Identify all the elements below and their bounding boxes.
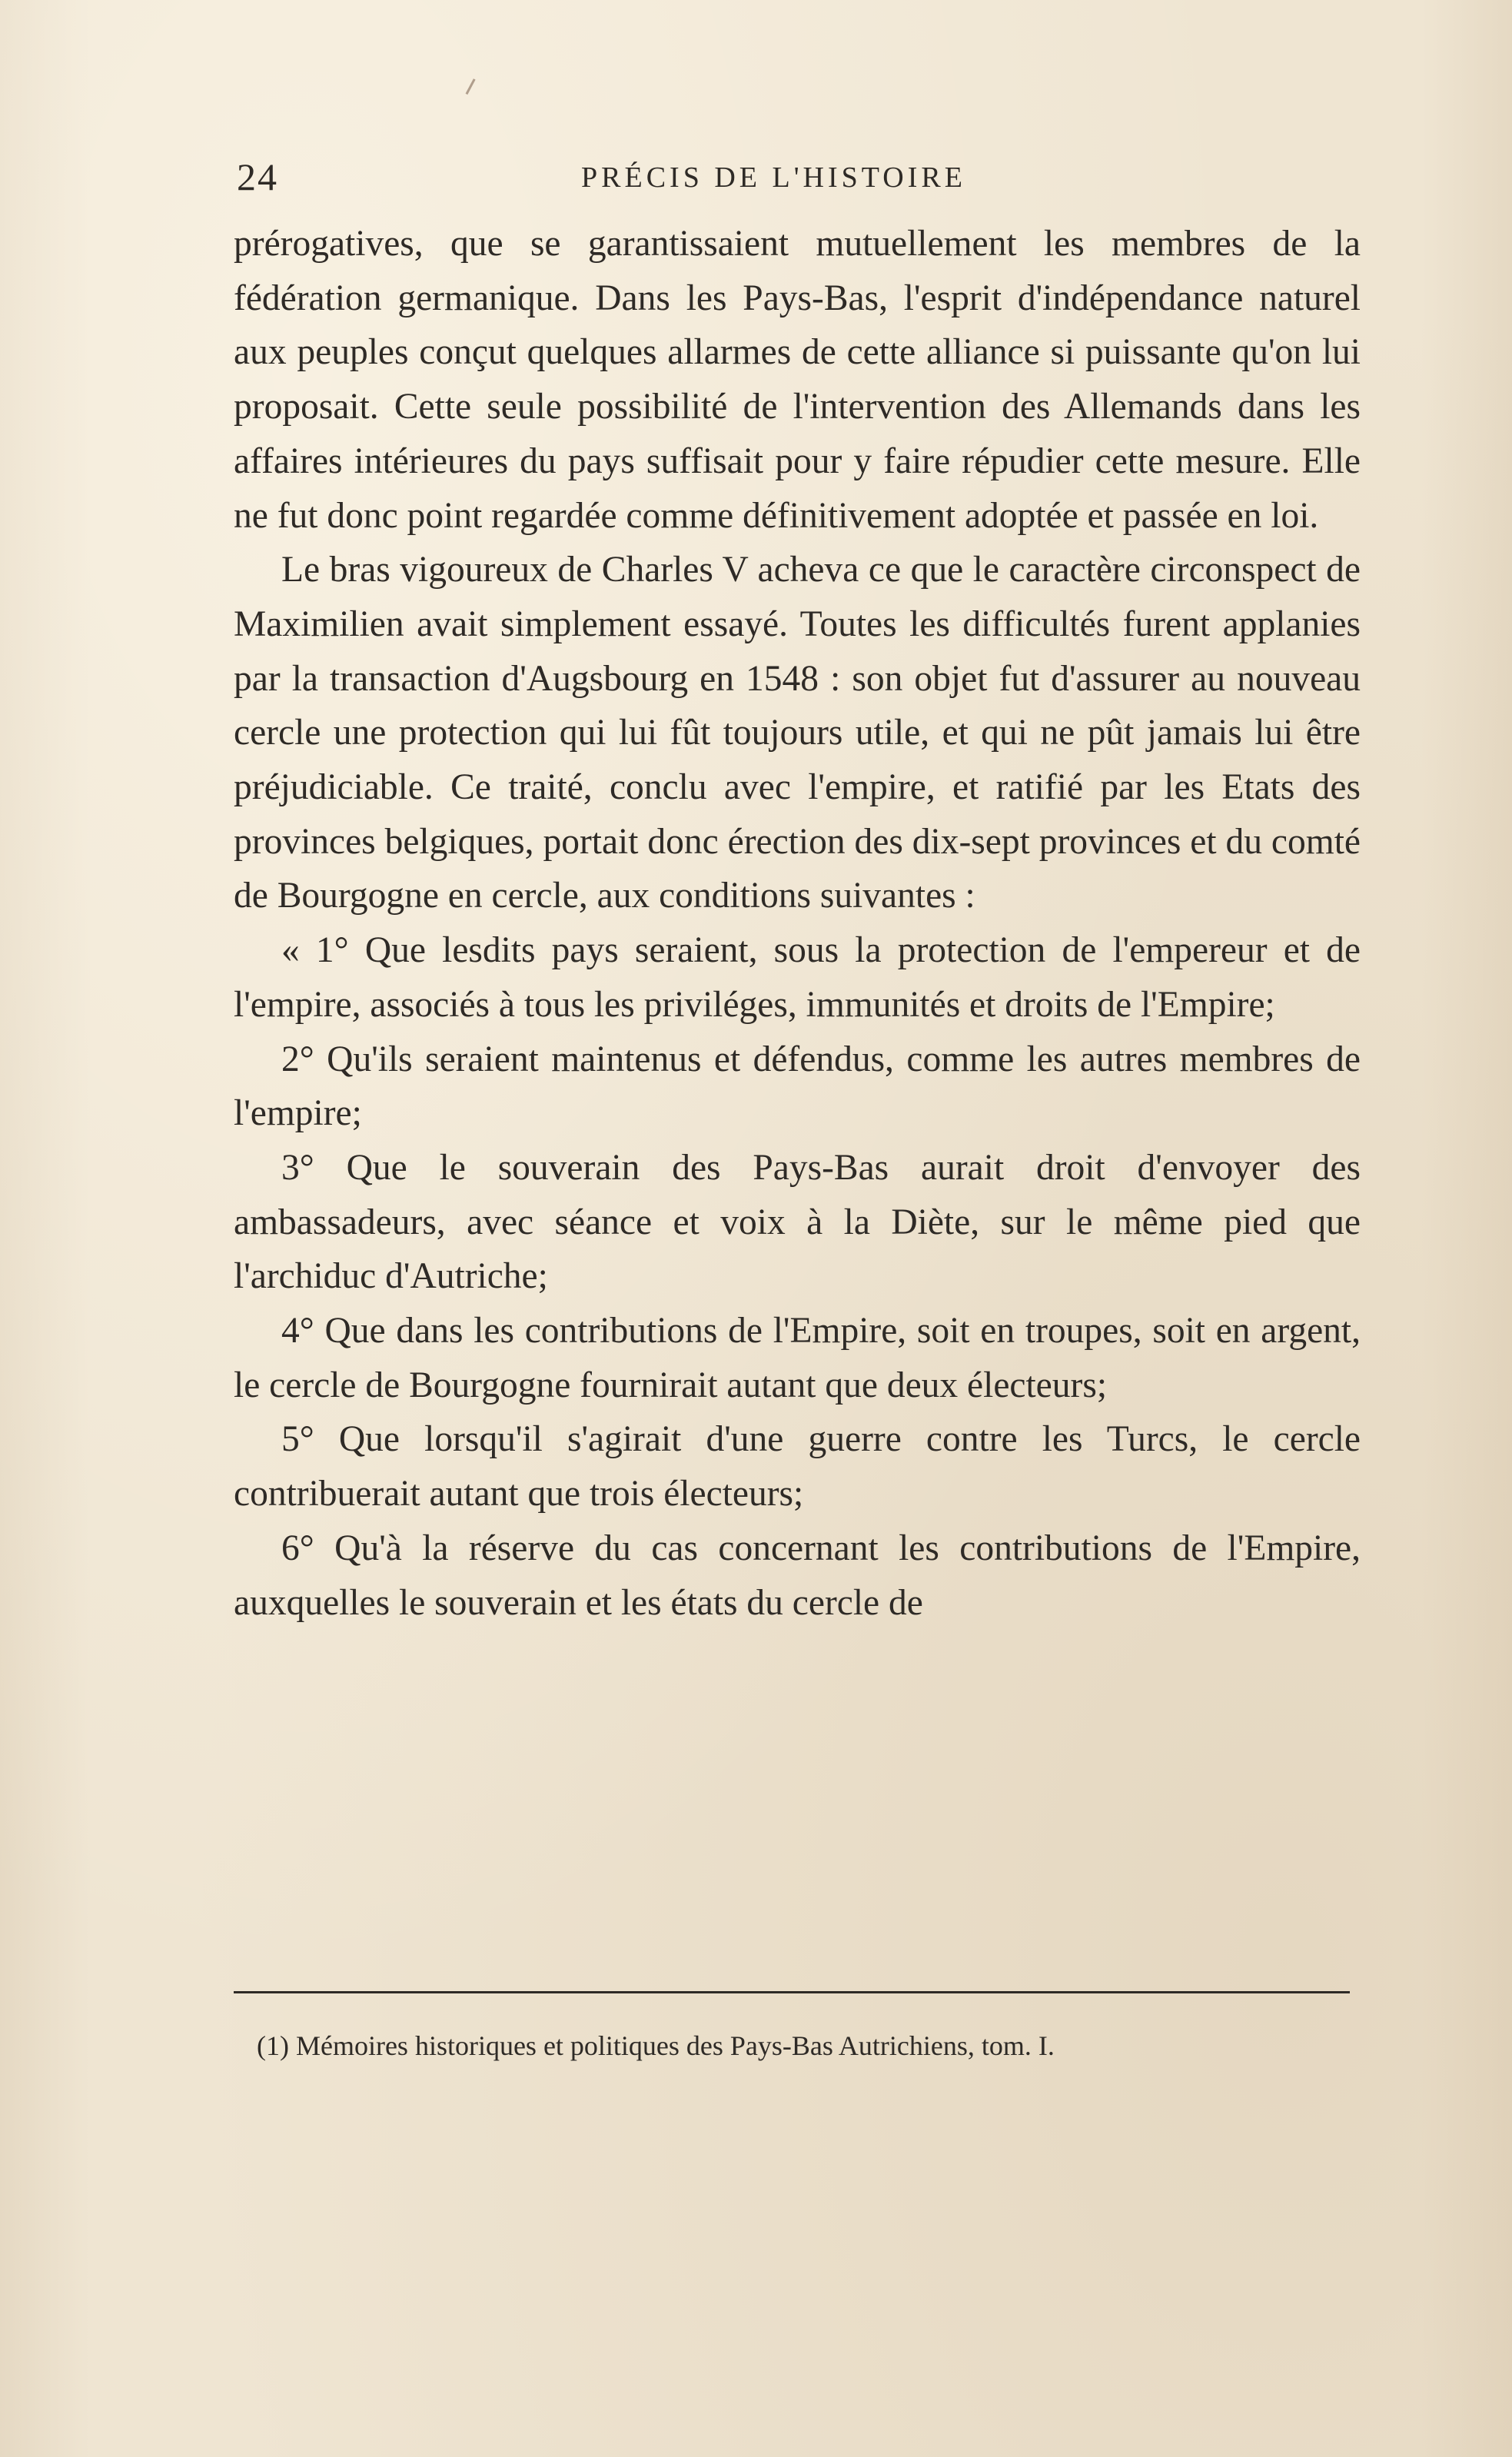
footnote: (1) Mémoires historiques et politiques des Pays-Bas Autrichiens, tom. I.	[257, 2030, 1055, 2061]
page-number: 24	[237, 155, 278, 198]
condition-2: 2° Qu'ils seraient maintenus et défendus, comme les autres membres de l'empire;	[234, 1039, 1361, 1134]
running-head	[237, 154, 1361, 200]
running-head-title: PRÉCIS DE L'HISTOIRE	[581, 161, 966, 194]
body-text	[234, 217, 1361, 1630]
condition-3: 3° Que le souverain des Pays-Bas aurait droit d'envoyer des ambassadeurs, avec séance et voix à la Diète, sur le même pied que l'archiduc d'Autriche;	[234, 1147, 1361, 1297]
footnote-rule	[234, 1991, 1350, 1993]
ink-speck	[466, 78, 483, 98]
condition-6: 6° Qu'à la réserve du cas concernant les contributions de l'Empire, auxquelles le souverain et les états du cercle de	[234, 1528, 1361, 1623]
condition-1: « 1° Que lesdits pays seraient, sous la protection de l'empereur et de l'empire, associés à tous les priviléges, immunités et droits de l'Empire;	[234, 930, 1361, 1025]
condition-5: 5° Que lorsqu'il s'agirait d'une guerre contre les Turcs, le cercle contribuerait autant que trois électeurs;	[234, 1419, 1361, 1514]
paragraph-charles-v: Le bras vigoureux de Charles V acheva ce que le caractère circonspect de Maximilien avait simplement essayé. Toutes les difficultés furent applanies par la transaction d'Augsbourg en 1548 : son objet fut d'assurer au nouveau cercle une protection qui lui fût toujours utile, et qui ne pût jamais lui être préjudiciable. Ce traité, conclu avec l'empire, et ratifié par les Etats des provinces belgiques, portait donc érection des dix-sept provinces et du comté de Bourgogne en cercle, aux conditions suivantes :	[234, 550, 1361, 916]
condition-4: 4° Que dans les contributions de l'Empire, soit en troupes, soit en argent, le cercle de Bourgogne fournirait autant que deux électeurs;	[234, 1311, 1361, 1405]
paragraph-continuation: prérogatives, que se garantissaient mutuellement les membres de la fédération germanique. Dans les Pays-Bas, l'esprit d'indépendance naturel aux peuples conçut quelques allarmes de cette alliance si puissante qu'on lui proposait. Cette seule possibilité de l'intervention des Allemands dans les affaires intérieures du pays suffisait pour y faire répudier cette mesure. Elle ne fut donc point regardée comme définitivement adoptée et passée en loi.	[234, 224, 1361, 536]
